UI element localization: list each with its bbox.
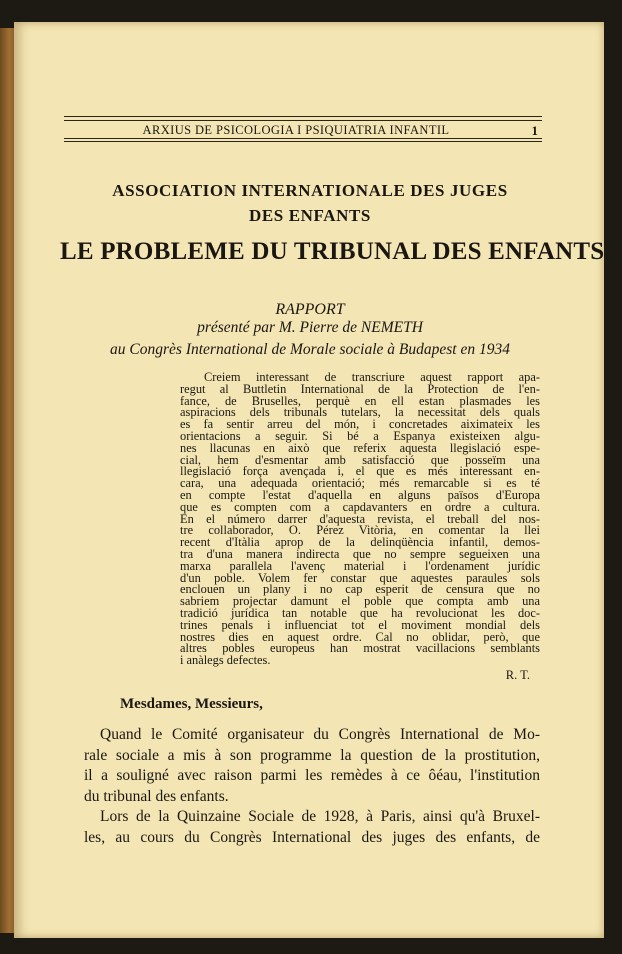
header-rule [64,116,542,117]
congress-line: au Congrès International de Morale sociale à Budapest en 1934 [110,341,510,358]
association-title-line1: ASSOCIATION INTERNATIONALE DES JUGES [112,181,508,200]
note-line: regut al Buttletin International de la Protection de l'en- [180,381,540,396]
page-number: 1 [531,123,538,138]
note-line: nes llacunas en això que referix aquesta llegislació espe- [180,440,540,455]
journal-title: ARXIUS DE PSICOLOGIA I PSIQUIATRIA INFANTIL [142,123,450,137]
running-header [64,96,542,140]
note-line: recent d'Itàlia aprop de la delinqüència infantil, demos- [180,535,540,550]
note-line: en compte l'estat d'aquella en alguns països d'Europa [180,487,540,502]
header-rule [64,138,542,139]
body-text [84,725,540,848]
note-line: trines penals i influenciat tot el moviment mondial dels [180,617,540,632]
note-line: marxa parallela l'avenç material i l'ordenament jurídic [180,558,540,573]
note-line: es fa sentir arreu del món, i concretades aiximateix les [180,417,540,432]
rapport-label: RAPPORT [275,301,345,318]
note-line: nostres dies en aquest ordre. Cal no oblidar, però, que [180,629,540,644]
note-line: cial, hem d'esmentar amb satisfacció que posseïm una [180,452,540,467]
note-signature: R. T. [505,668,530,682]
note-line: d'un poble. Volem fer constar que aquestes paraules sols [180,570,540,585]
note-line: aspiracions dels tribunals tutelars, la necessitat dels quals [180,405,540,420]
body-line: Quand le Comité organisateur du Congrès International de Mo- [100,726,540,743]
body-line: Lors de la Quinzaine Sociale de 1928, à Paris, ainsi qu'à Bruxel- [100,808,540,825]
note-line: enclouen un plany i no cap esperit de censura que no [180,582,540,597]
body-line: rale sociale a mis à son programme la question de la prostitution, [84,746,540,764]
association-title-line2: DES ENFANTS [248,206,371,225]
note-line: cara, una adequada orientació; més remarcable si es té [180,476,540,491]
body-line: les, au cours du Congrès International des juges des enfants, de [84,828,540,846]
article-title: LE PROBLEME DU TRIBUNAL DES ENFANTS [60,238,605,265]
header-rule [64,141,542,142]
author-line: présenté par M. Pierre de NEMETH [197,319,423,336]
note-line: llegislació força avençada i, el que es més interessant en- [180,464,540,479]
note-line: altres pobles europeus han mostrat vacillacions semblants [180,641,540,656]
body-line: il a souligné avec raison parmi les remèdes à ce ôéau, l'institution [84,767,540,784]
note-line: tre collaborador, O. Pérez Vitòria, en comentar la llei [180,523,540,538]
note-line: Creiem interessant de transcriure aquest rapport apa- [204,370,540,384]
note-line: fance, de Bruselles, perquè en ell estan plasmades les [180,393,540,408]
note-line: que es compten com a capdavanters en ordre a cultura. [180,499,540,514]
header-rule [64,120,542,121]
body-line: du tribunal des enfants. [84,787,229,805]
salutation: Mesdames, Messieurs, [120,696,263,712]
note-line: tra d'una manera indirecta que no sempre segueixen una [180,546,540,561]
note-line: tradició jurídica tan notable que ha revolucionat les doc- [180,605,540,620]
note-line: i anàlegs defectes. [180,653,271,668]
editorial-note [180,372,540,667]
note-line: En el número darrer d'aquesta revista, el treball del nos- [180,511,540,526]
note-line: orientacions a seguir. Si bé a Espanya existeixen algu- [180,428,540,443]
note-line: sabriem projectar damunt el poble que compta amb una [180,594,540,609]
